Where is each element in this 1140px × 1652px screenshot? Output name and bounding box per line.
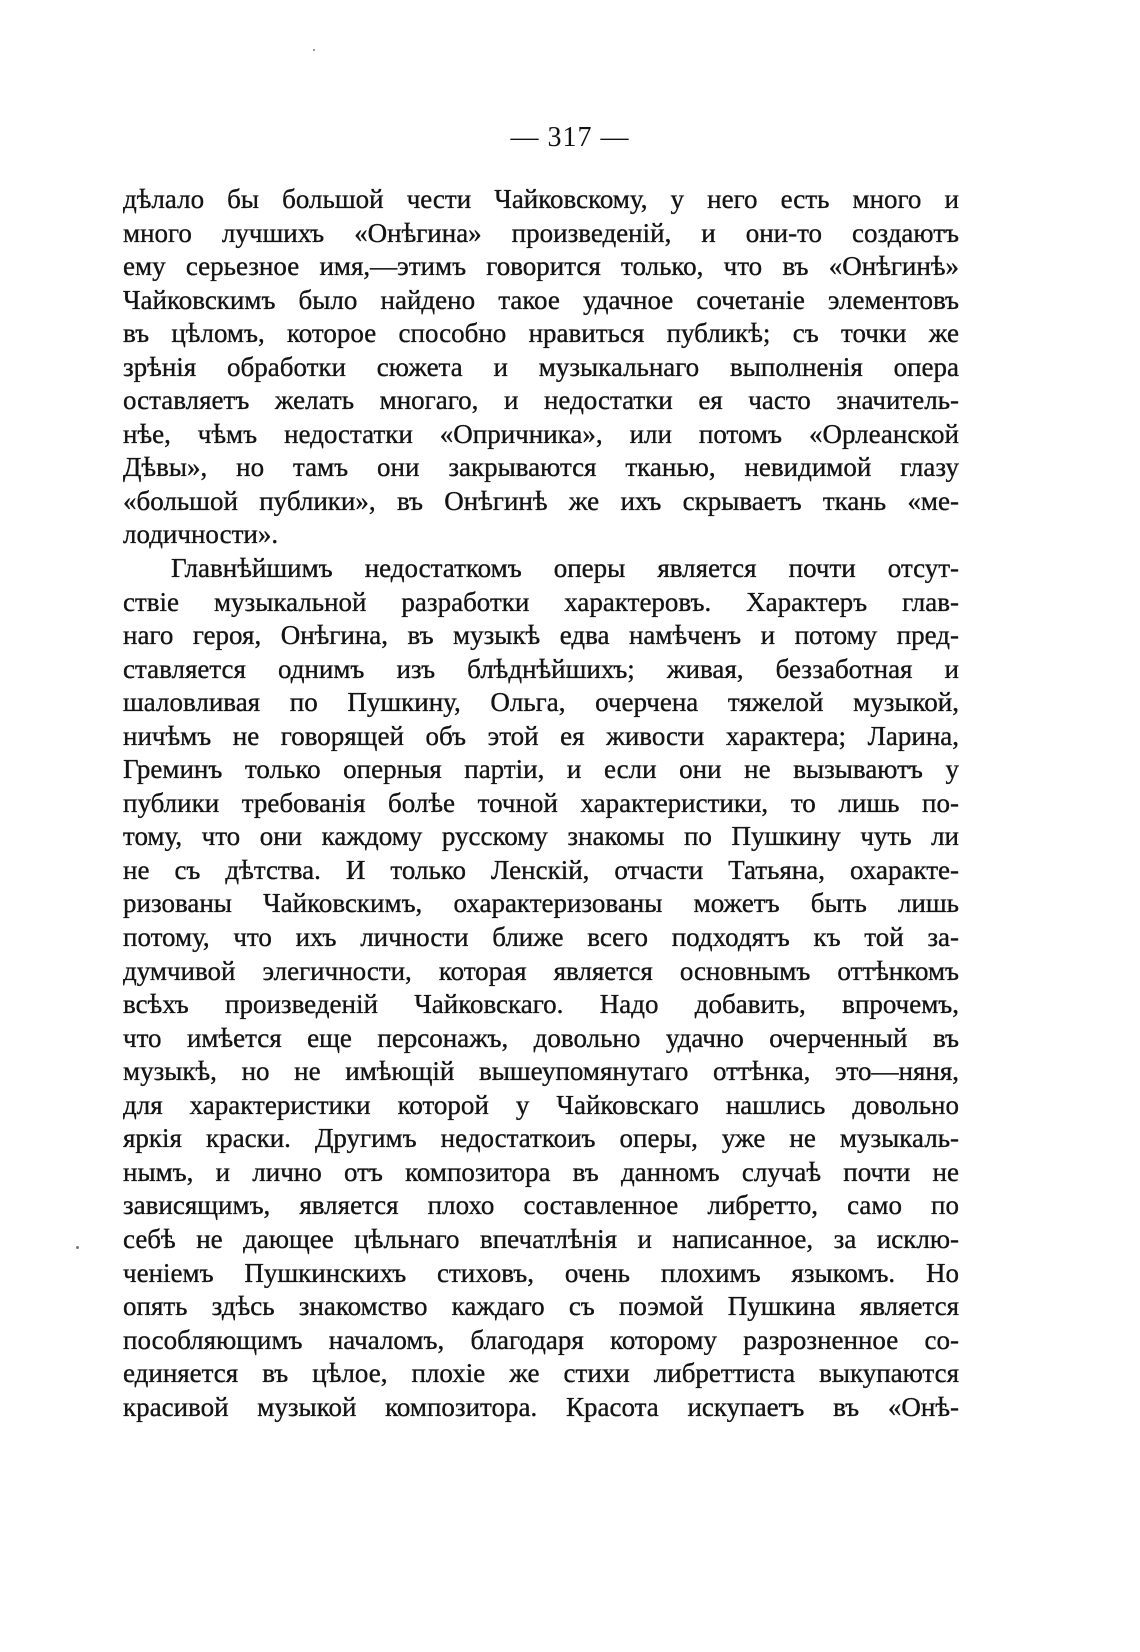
text-line: пособляющимъ началомъ, благодаря которому разрозненное со- [123,1324,959,1355]
text-line: зрѣнія обработки сюжета и музыкальнаго выполненія опера [123,351,959,382]
text-line: дѣлало бы большой чести Чайковскому, у него есть много и [123,184,959,214]
text-line: въ цѣломъ, которое способно нравиться публикѣ; съ точки же [123,318,959,349]
scan-speck [313,49,315,51]
text-line: единяется въ цѣлое, плохіе же стихи либреттиста выкупаются [123,1358,959,1389]
text-line: лодичности». [123,519,279,550]
text-line: красивой музыкой композитора. Красота искупаетъ въ «Онѣ- [123,1391,959,1422]
text-line: ствіе музыкальной разработки характеровъ. Характеръ глав- [123,586,959,617]
scan-speck [76,1246,79,1249]
text-line: тому, что они каждому русскому знакомы по Пушкину чуть ли [123,821,959,852]
page-number: — 317 — [510,122,630,153]
text-line: не съ дѣтства. И только Ленскій, отчасти Татьяна, охаракте- [123,854,959,885]
text-line: Греминъ только оперныя партіи, и если они не вызываютъ у [123,754,959,785]
text-line: много лучшихъ «Онѣгина» произведеній, и они-то создаютъ [123,217,959,248]
text-line: ризованы Чайковскимъ, охарактеризованы можетъ быть лишь [123,888,959,919]
text-line: для характеристики которой у Чайковскаго нашлись довольно [123,1089,959,1120]
text-line: нымъ, и лично отъ композитора въ данномъ случаѣ почти не [123,1156,959,1187]
text-line: ченіемъ Пушкинскихъ стиховъ, очень плохимъ языкомъ. Но [123,1257,959,1288]
text-line: яркія краски. Другимъ недостаткоиъ оперы, уже не музыкаль- [123,1123,959,1154]
text-line: Дѣвы», но тамъ они закрываются тканью, невидимой глазу [123,452,959,483]
text-line: Чайковскимъ было найдено такое удачное сочетаніе элементовъ [123,284,959,315]
text-line: шаловливая по Пушкину, Ольга, очерчена тяжелой музыкой, [123,687,959,718]
body-text [123,183,959,1424]
text-line: «большой публики», въ Онѣгинѣ же ихъ скрываетъ ткань «ме- [123,485,959,516]
text-line: ничѣмъ не говорящей объ этой ея живости характера; Ларина, [123,720,959,751]
text-line: публики требованія болѣе точной характеристики, то лишь по- [123,787,959,818]
text-line: всѣхъ произведеній Чайковскаго. Надо добавить, впрочемъ, [123,989,959,1020]
text-line: зависящимъ, является плохо составленное либретто, само по [123,1190,959,1221]
text-line: нѣе, чѣмъ недостатки «Опричника», или потомъ «Орлеанской [123,418,959,449]
paragraph-first-line: Главнѣйшимъ недостаткомъ оперы является почти отсут- [171,553,959,584]
text-line: ему серьезное имя,—этимъ говорится только, что въ «Онѣгинѣ» [123,251,959,282]
text-line: оставляетъ желать многаго, и недостатки ея часто значитель- [123,385,959,416]
text-line: ставляется однимъ изъ блѣднѣйшихъ; живая, беззаботная и [123,653,959,684]
text-line: опять здѣсь знакомство каждаго съ поэмой Пушкина является [123,1291,959,1322]
text-line: думчивой элегичности, которая является основнымъ оттѣнкомъ [123,955,959,986]
text-line: себѣ не дающее цѣльнаго впечатлѣнія и написанное, за исклю- [123,1223,959,1254]
text-line: что имѣется еще персонажъ, довольно удачно очерченный въ [123,1022,959,1053]
text-line: потому, что ихъ личности ближе всего подходятъ къ той за- [123,922,959,953]
text-line: наго героя, Онѣгина, въ музыкѣ едва намѣченъ и потому пред- [123,620,959,651]
text-line: музыкѣ, но не имѣющій вышеупомянутаго оттѣнка, это—няня, [123,1056,959,1087]
